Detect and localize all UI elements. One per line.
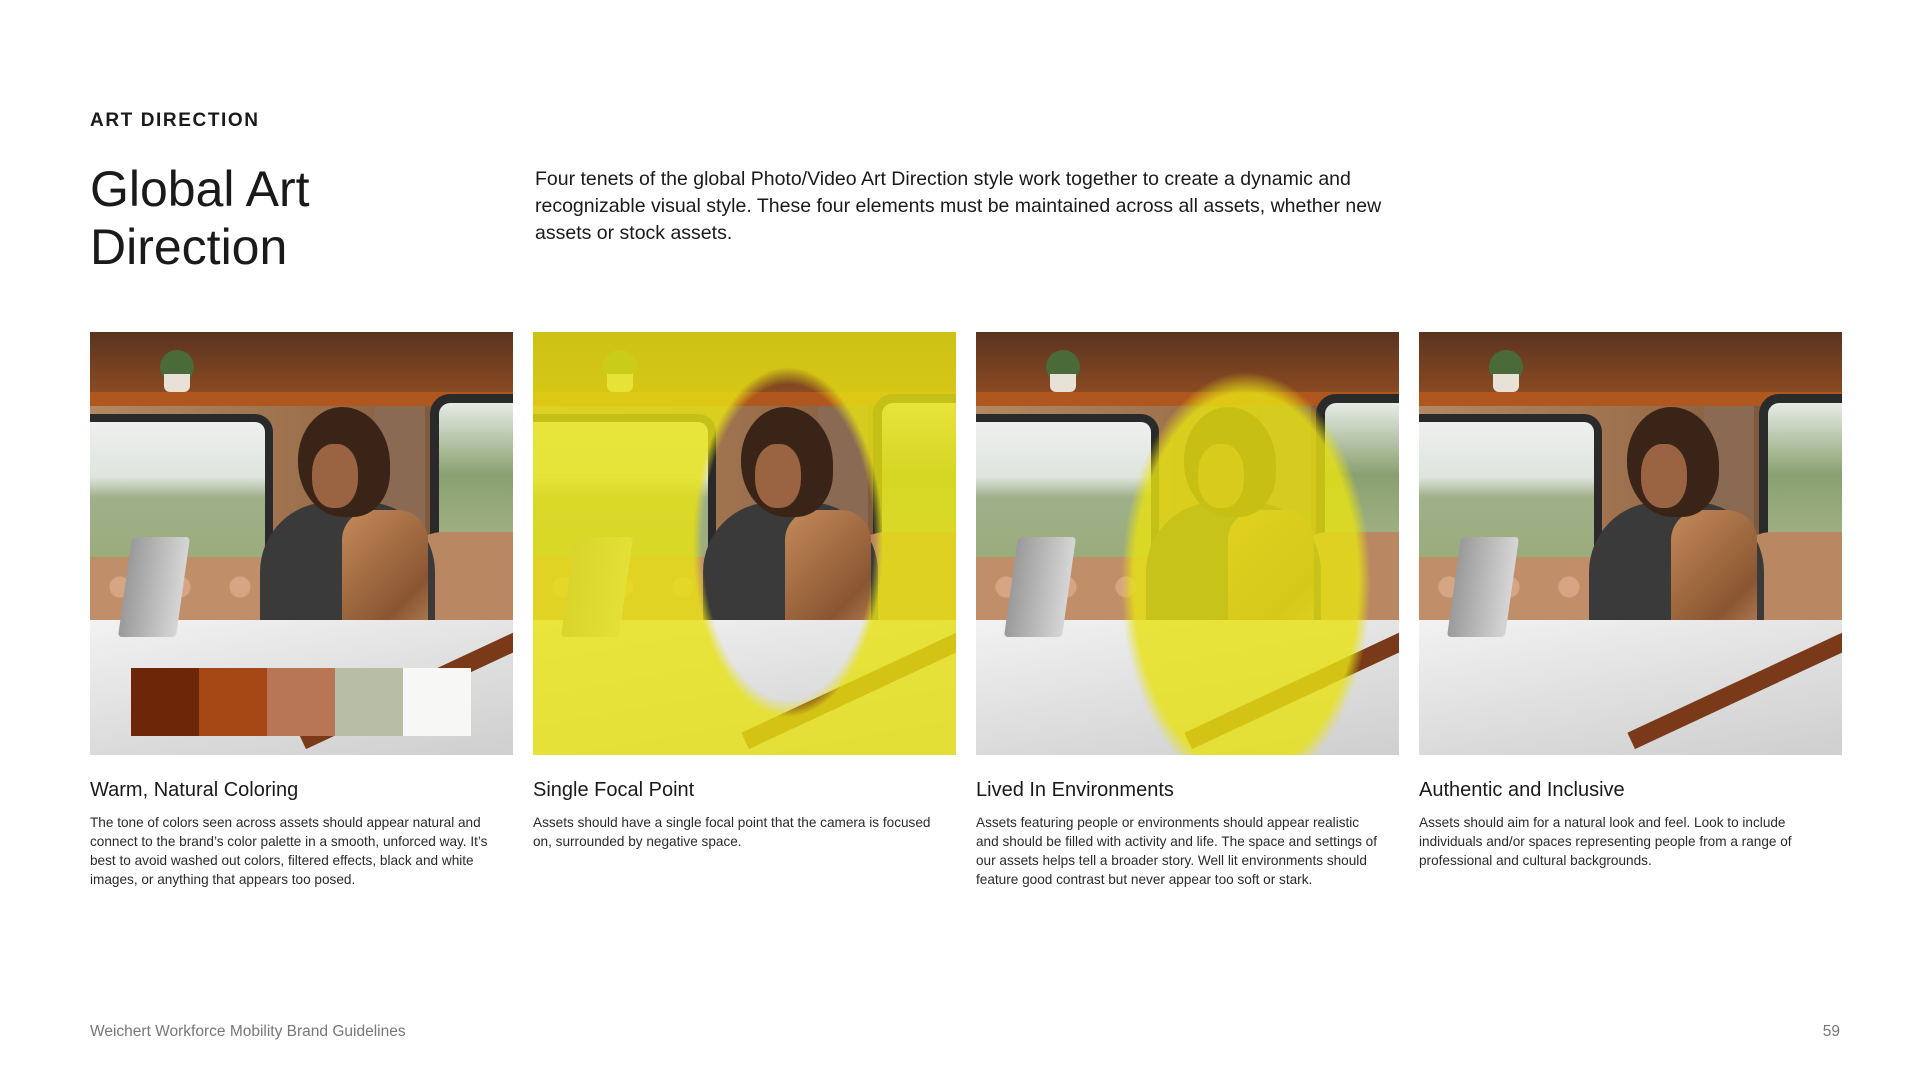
card-title: Authentic and Inclusive bbox=[1419, 779, 1625, 801]
card-description: Assets should have a single focal point that the camera is focused on, surrounded by negative space. bbox=[533, 815, 931, 849]
photo-scene bbox=[976, 332, 1399, 755]
swatch bbox=[199, 668, 267, 736]
card-photo bbox=[533, 332, 956, 755]
card-description: Assets should aim for a natural look and feel. Look to include individuals and/or spaces representing people from a range of professional and cultural backgrounds. bbox=[1419, 815, 1792, 868]
card-warm-natural-coloring bbox=[90, 332, 513, 889]
card-photo bbox=[1419, 332, 1842, 755]
footer-brand: Weichert Workforce Mobility Brand Guidelines bbox=[90, 1023, 406, 1040]
page-number: 59 bbox=[1822, 1023, 1840, 1040]
card-title: Single Focal Point bbox=[533, 779, 695, 801]
intro-paragraph: Four tenets of the global Photo/Video Art Direction style work together to create a dynamic and recognizable visual style. These four elements must be maintained across all assets, whether new assets or stock assets. bbox=[535, 168, 1382, 244]
card-title: Lived In Environments bbox=[976, 779, 1174, 801]
card-description: Assets featuring people or environments should appear realistic and should be filled with activity and life. The space and settings of our assets helps tell a broader story. Well lit environments should feature good contrast but never appear too soft or stark. bbox=[976, 815, 1378, 887]
card-photo bbox=[90, 332, 513, 755]
card-photo bbox=[976, 332, 1399, 755]
page-title-line-2: Direction bbox=[90, 219, 288, 275]
section-eyebrow: ART DIRECTION bbox=[90, 110, 260, 131]
swatch bbox=[403, 668, 471, 736]
swatch bbox=[267, 668, 335, 736]
swatch bbox=[335, 668, 403, 736]
card-title: Warm, Natural Coloring bbox=[90, 779, 299, 801]
swatch bbox=[131, 668, 199, 736]
card-lived-in-environments bbox=[976, 332, 1399, 889]
color-palette-swatches bbox=[131, 668, 471, 736]
page-title bbox=[90, 160, 310, 276]
page-title-line-1: Global Art bbox=[90, 161, 310, 217]
photo-scene bbox=[1419, 332, 1842, 755]
card-description: The tone of colors seen across assets should appear natural and connect to the brand’s color palette in a smooth, unforced way. It’s best to avoid washed out colors, filtered effects, black and white images, or anything that appears too posed. bbox=[90, 815, 488, 887]
card-authentic-and-inclusive bbox=[1419, 332, 1842, 870]
card-single-focal-point bbox=[533, 332, 956, 851]
photo-scene bbox=[533, 332, 956, 755]
